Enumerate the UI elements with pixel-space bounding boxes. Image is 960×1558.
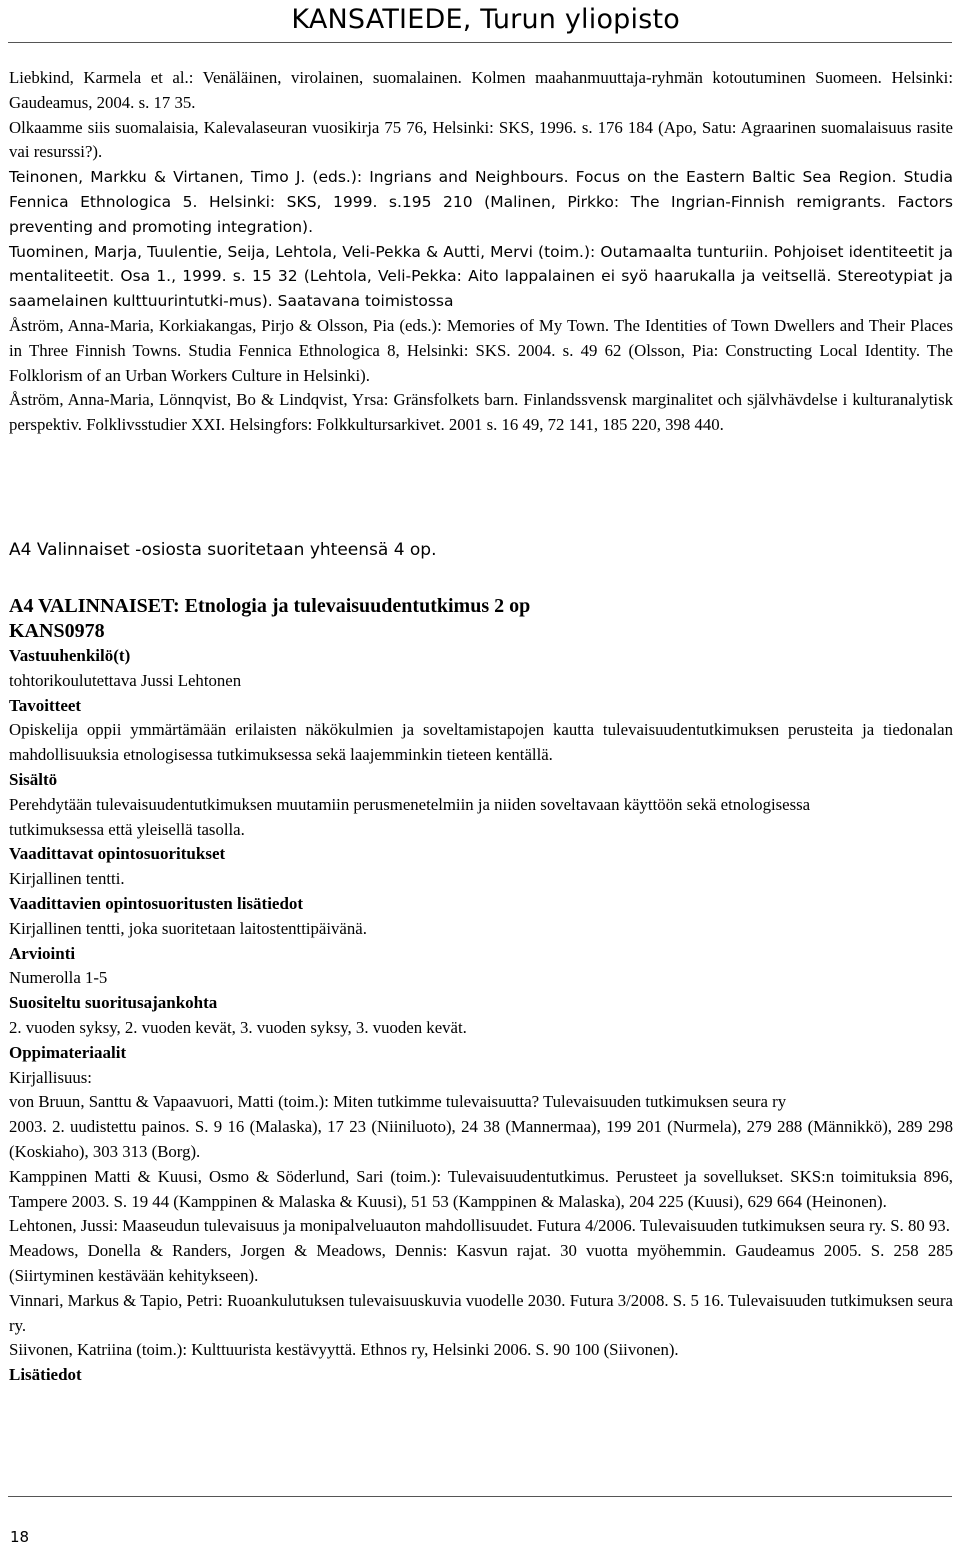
optional-studies-intro: A4 Valinnaiset -osiosta suoritetaan yhteensä 4 op.: [9, 540, 437, 560]
reference-item: Olkaamme siis suomalaisia, Kalevalaseuran vuosikirja 75 76, Helsinki: SKS, 1996. s. 176 184 (Apo, Satu: Agraarinen suomalaisuus rasite vai resurssi?).: [9, 117, 953, 162]
required-text: Kirjallinen tentti.: [9, 869, 125, 889]
grading-text: Numerolla 1-5: [9, 968, 108, 988]
header-divider: [8, 42, 952, 43]
timing-text: 2. vuoden syksy, 2. vuoden kevät, 3. vuoden syksy, 3. vuoden kevät.: [9, 1017, 467, 1037]
content-text: tutkimuksessa että yleisellä tasolla.: [9, 819, 245, 839]
material-item: Lehtonen, Jussi: Maaseudun tulevaisuus ja monipalveluauton mahdollisuudet. Futura 4/2006. Tulevaisuuden tutkimuksen seura ry. S. 80 93.: [9, 1216, 950, 1236]
content-heading: Sisältö: [9, 769, 58, 789]
reference-item: Åström, Anna-Maria, Lönnqvist, Bo & Lindqvist, Yrsa: Gränsfolkets barn. Finlandssvensk marginalitet och självhävdelse i kulturanalytisk perspektiv. Folklivsstudier XXI. Helsingfors: Folkkultursarkivet. 2001 s. 16 49, 72 141, 185 220, 398 440.: [9, 390, 953, 435]
responsible-heading: Vastuuhenkilö(t): [9, 646, 131, 665]
content-text: Perehdytään tulevaisuudentutkimuksen muutamiin perusmenetelmiin ja niiden soveltavaan käyttöön sekä etnologisessa: [9, 794, 811, 814]
required-info-heading: Vaadittavien opintosuoritusten lisätiedot: [9, 893, 304, 913]
course-code: KANS0978: [9, 620, 105, 642]
material-item: Kamppinen Matti & Kuusi, Osmo & Söderlund, Sari (toim.): Tulevaisuudentutkimus. Perusteet ja sovellukset. SKS:n toimituksia 896, Tampere 2003. S. 19 44 (Kamppinen & Malaska & Kuusi), 51 53 (Kamppinen & Malaska), 204 225 (Kuusi), 629 664 (Heinonen).: [9, 1166, 953, 1211]
reference-list: [9, 66, 953, 438]
materials-label: Kirjallisuus:: [9, 1067, 92, 1087]
required-info-text: Kirjallinen tentti, joka suoritetaan laitostenttipäivänä.: [9, 918, 367, 938]
reference-item: Åström, Anna-Maria, Korkiakangas, Pirjo & Olsson, Pia (eds.): Memories of My Town. The Identities of Town Dwellers and Their Places in Three Finnish Towns. Studia Fennica Ethnologica 8, Helsinki: SKS. 2004. s. 49 62 (Olsson, Pia: Constructing Local Identity. The Folklorism of an Urban Workers Culture in Helsinki).: [9, 315, 953, 385]
material-item: Meadows, Donella & Randers, Jorgen & Meadows, Dennis: Kasvun rajat. 30 vuotta myöhemmin. Gaudeamus 2005. S. 258 285 (Siirtyminen kestävään kehitykseen).: [9, 1241, 953, 1285]
reference-item: Liebkind, Karmela et al.: Venäläinen, virolainen, suomalainen. Kolmen maahanmuuttaja-ryhmän kotoutuminen Suomeen. Helsinki: Gaudeamus, 2004. s. 17 35.: [9, 68, 953, 112]
goals-heading: Tavoitteet: [9, 695, 82, 715]
reference-item: Tuominen, Marja, Tuulentie, Seija, Lehtola, Veli-Pekka & Autti, Mervi (toim.): Outamaalta tunturiin. Pohjoiset identiteetit ja mentaliteetit. Osa 1., 1999. s. 15 32 (Lehtola, Veli-Pekka: Aito lappalainen ei syö haarukalla ja veitsellä. Stereotypiat ja saamelainen kulttuurintutki-mus). Saatavana toimistossa: [9, 242, 953, 311]
responsible-text: tohtorikoulutettava Jussi Lehtonen: [9, 670, 242, 690]
goals-text: Opiskelija oppii ymmärtämään erilaisten näkökulmien ja soveltamistapojen kautta tulevaisuudentutkimuksen perusteita ja tiedonalan mahdollisuuksia etnologisessa tutkimuksessa sekä laajemminkin tieteen kentällä.: [9, 720, 953, 765]
course-title: A4 VALINNAISET: Etnologia ja tulevaisuudentutkimus 2 op: [9, 595, 531, 617]
material-item: Siivonen, Katriina (toim.): Kulttuurista kestävyyttä. Ethnos ry, Helsinki 2006. S. 90 100 (Siivonen).: [9, 1340, 679, 1360]
timing-heading: Suositeltu suoritusajankohta: [9, 993, 218, 1013]
reference-item: Teinonen, Markku & Virtanen, Timo J. (eds.): Ingrians and Neighbours. Focus on the Eastern Baltic Sea Region. Studia Fennica Ethnologica 5. Helsinki: SKS, 1999. s.195 210 (Malinen, Pirkko: The Ingrian-Finnish remigrants. Factors preventing and promoting integration).: [9, 168, 953, 236]
material-item: Vinnari, Markus & Tapio, Petri: Ruoankulutuksen tulevaisuuskuvia vuodelle 2030. Futura 3/2008. S. 5 16. Tulevaisuuden tutkimuksen seura ry.: [9, 1290, 953, 1335]
additional-info-heading: Lisätiedot: [9, 1365, 82, 1385]
materials-heading: Oppimateriaalit: [9, 1042, 127, 1062]
material-item: 2003. 2. uudistettu painos. S. 9 16 (Malaska), 17 23 (Niiniluoto), 24 38 (Mannermaa), 199 201 (Nurmela), 279 288 (Männikkö), 289 298 (Koskiaho), 303 313 (Borg).: [9, 1117, 953, 1161]
required-heading: Vaadittavat opintosuoritukset: [9, 844, 226, 864]
footer-divider: [8, 1496, 952, 1497]
page-header-title: KANSATIEDE, Turun yliopisto: [291, 4, 680, 35]
page-number: 18: [10, 1528, 30, 1546]
grading-heading: Arviointi: [9, 943, 76, 963]
material-item: von Bruun, Santtu & Vapaavuori, Matti (toim.): Miten tutkimme tulevaisuutta? Tulevaisuuden tutkimuksen seura ry: [9, 1092, 787, 1112]
course-description: [9, 594, 953, 1388]
